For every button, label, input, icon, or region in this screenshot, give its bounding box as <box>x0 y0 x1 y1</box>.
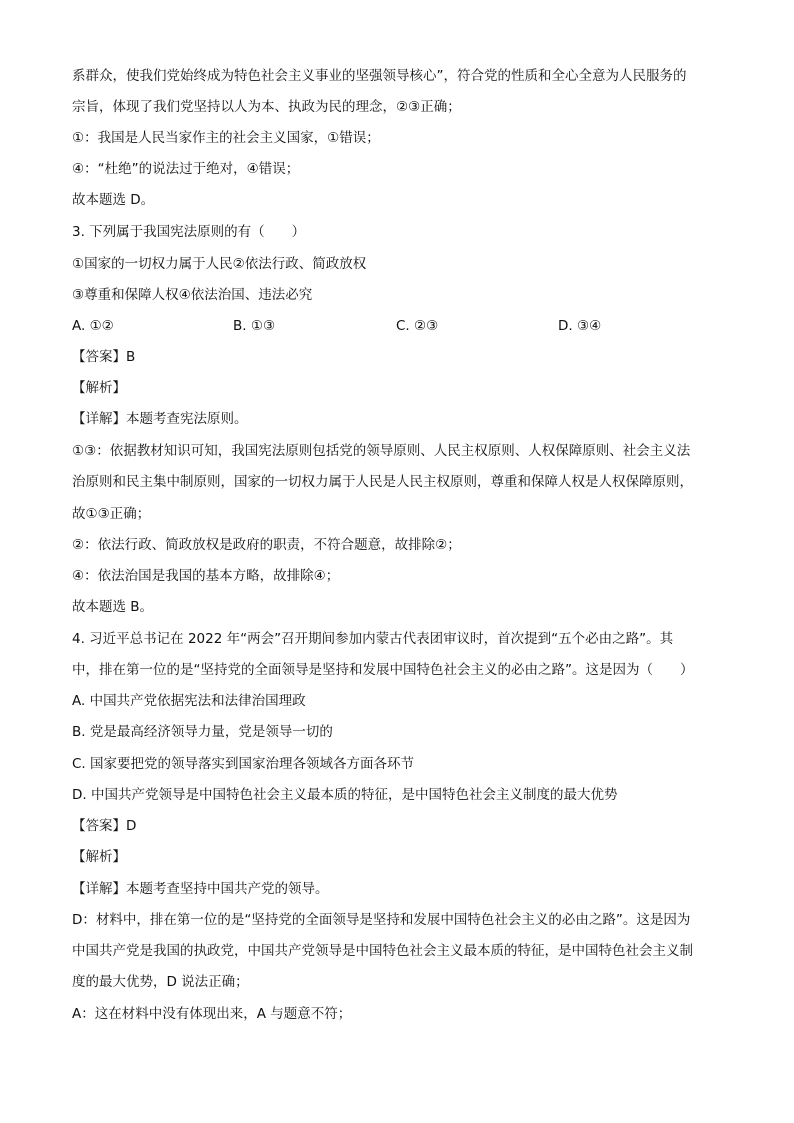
text-line: D：材料中，排在第一位的是“坚持党的全面领导是坚持和发展中国特色社会主义的必由之路”。这是因为 <box>72 912 691 928</box>
analysis-label: 【解析】 <box>72 849 126 865</box>
question-3-option-a: A. ①② <box>72 318 114 334</box>
detail-line: 【详解】本题考查宪法原则。 <box>72 411 248 427</box>
answer-label: 【答案】D <box>72 818 137 834</box>
question-3-option-d: D. ③④ <box>558 318 602 334</box>
text-line: 中国共产党是我国的执政党，中国共产党领导是中国特色社会主义最本质的特征，是中国特色社会主义制 <box>72 943 693 959</box>
question-3-option-b: B. ①③ <box>233 318 276 334</box>
answer-label: 【答案】B <box>72 349 136 365</box>
text-line: 度的最大优势，D 说法正确； <box>72 974 249 990</box>
analysis-label: 【解析】 <box>72 380 126 396</box>
question-4-option-b: B. 党是最高经济领导力量，党是领导一切的 <box>72 724 333 740</box>
question-4-option-c: C. 国家要把党的领导落实到国家治理各领域各方面各环节 <box>72 756 415 772</box>
question-4-option-d: D. 中国共产党领导是中国特色社会主义最本质的特征，是中国特色社会主义制度的最大优势 <box>72 787 618 803</box>
question-4-stem: 中，排在第一位的是“坚持党的全面领导是坚持和发展中国特色社会主义的必由之路”。这是因为（ ） <box>72 662 694 678</box>
text-line: ④：“杜绝”的说法过于绝对，④错误； <box>72 161 300 177</box>
question-4-option-a: A. 中国共产党依据宪法和法律治国理政 <box>72 693 306 709</box>
question-3-item: ③尊重和保障人权④依法治国、违法必究 <box>72 287 313 303</box>
text-line: 治原则和民主集中制原则，国家的一切权力属于人民是人民主权原则，尊重和保障人权是人权保障原则， <box>72 474 693 490</box>
text-line: 宗旨，体现了我们党坚持以人为本、执政为民的理念，②③正确； <box>72 99 461 115</box>
text-line: 系群众，使我们党始终成为特色社会主义事业的坚强领导核心”，符合党的性质和全心全意为人民服务的 <box>72 68 687 84</box>
text-line: 故①③正确； <box>72 506 151 522</box>
detail-line: 【详解】本题考查坚持中国共产党的领导。 <box>72 881 329 897</box>
text-line: A：这在材料中没有体现出来，A 与题意不符； <box>72 1006 352 1022</box>
question-3-stem: 3. 下列属于我国宪法原则的有（ ） <box>72 224 306 240</box>
text-line: ①③：依据教材知识可知，我国宪法原则包括党的领导原则、人民主权原则、人权保障原则、社会主义法 <box>72 443 691 459</box>
question-4-stem: 4. 习近平总书记在 2022 年“两会”召开期间参加内蒙古代表团审议时，首次提到“五个必由之路”。其 <box>72 631 674 647</box>
text-line: ②：依法行政、简政放权是政府的职责，不符合题意，故排除②； <box>72 537 461 553</box>
text-line: ①：我国是人民当家作主的社会主义国家，①错误； <box>72 130 380 146</box>
text-line: 故本题选 D。 <box>72 192 155 208</box>
question-3-item: ①国家的一切权力属于人民②依法行政、简政放权 <box>72 256 367 272</box>
question-3-option-c: C. ②③ <box>396 318 439 334</box>
text-line: ④：依法治国是我国的基本方略，故排除④； <box>72 568 340 584</box>
text-line: 故本题选 B。 <box>72 599 154 615</box>
